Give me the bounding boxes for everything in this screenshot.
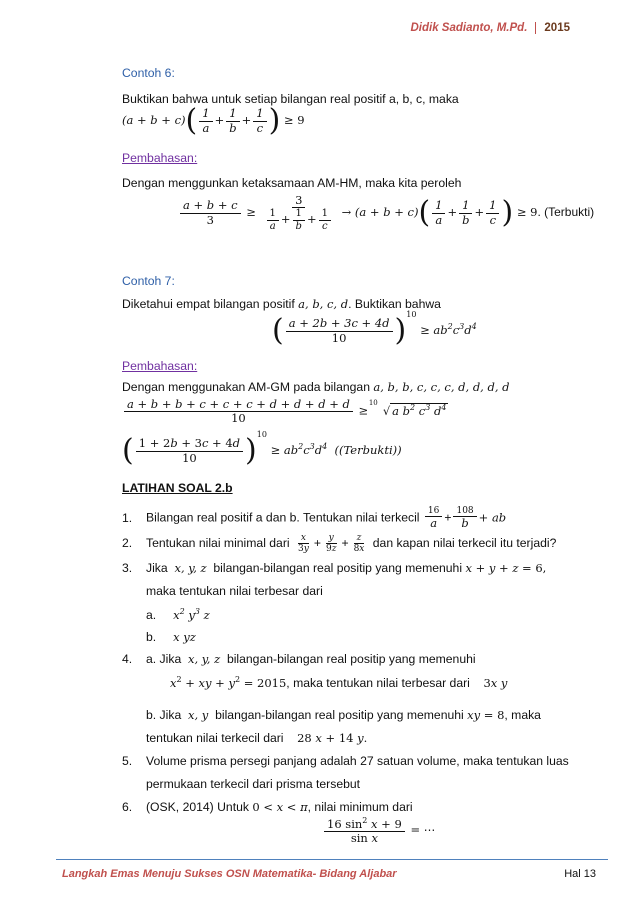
page-header [410, 22, 570, 34]
contoh7-terbukti: (Terbukti) [339, 443, 398, 457]
header-author: Didik Sadianto, M.Pd. [410, 22, 528, 34]
footer-title: Langkah Emas Menuju Sukses OSN Matematika- Bidang Aljabar [62, 868, 397, 880]
contoh6-terbukti: . (Terbukti) [537, 205, 595, 220]
footer-divider [56, 859, 608, 860]
latihan-item-3b: b. x yz [146, 630, 196, 644]
contoh6-statement: Buktikan bahwa untuk setiap bilangan real positif a, b, c, maka [122, 92, 459, 106]
latihan-item-5: 5. Volume prisma persegi panjang adalah 27 satuan volume, maka tentukan luas [122, 754, 569, 768]
header-year: 2015 [535, 22, 570, 34]
page-number: Hal 13 [564, 868, 596, 880]
latihan-item-3-cont: maka tentukan nilai terbesar dari [146, 584, 323, 598]
latihan-item-5-cont: permukaan terkecil dari prisma tersebut [146, 777, 361, 791]
contoh7-inequality: ( $\frac{a + 2b + 3c + 4d}{10}$ )$^{10} \ge ab^2c^3d^4$ [272, 310, 477, 348]
latihan-item-4b: b. Jika x, y bilangan-bilangan real positip yang memenuhi xy = 8, maka [146, 708, 541, 722]
contoh7-body: Dengan menggunakan AM-GM pada bilangan a, b, b, c, c, c, d, d, d, d [122, 380, 510, 394]
latihan-item-6-expr: $\frac{16 \sin^2 x + 9}{\text{sin x}}$ = ⋯ [322, 816, 435, 845]
contoh7-amgm: $\frac{a + b + b + c + c + c + d + d + d + d}{10}$ ≥ 10 √ a $b^2$ $c^3$ $d^4$ [122, 398, 448, 425]
contoh6-inequality: (a + b + c)( $\frac{1}{a}$ + $\frac{1}{b}$ + $\frac{1}{c}$ ) ≥ 9 [122, 103, 305, 138]
latihan-item-6: 6. (OSK, 2014) Untuk 0 < x < π, nilai minimum dari [122, 800, 413, 814]
contoh7-pembahasan: Pembahasan: [122, 359, 198, 373]
contoh6-body: Dengan menggunkan ketaksamaan AM-HM, maka kita peroleh [122, 176, 462, 190]
contoh6-title: Contoh 6: [122, 66, 175, 80]
latihan-item-4a-cont: $x^2$ + xy + $y^2 = 2015$, maka tentukan nilai terbesar dari 3x y [170, 675, 508, 690]
latihan-item-3a: a. $x^2$ $y^3$ z [146, 607, 210, 622]
latihan-item-4b-cont: tentukan nilai terkecil dari 28 x + 14 y. [146, 731, 368, 745]
latihan-item-3: 3. Jika x, y, z bilangan-bilangan real positip yang memenuhi x + y + z = 6, [122, 561, 547, 575]
latihan-item-4: 4. a. Jika x, y, z bilangan-bilangan real positip yang memenuhi [122, 652, 476, 666]
contoh7-result: ( $\frac{1 + 2b + 3c + 4d}{10}$ )$^{10} \ge ab^2c^3d^4$ ((Terbukti)) [122, 430, 402, 468]
contoh6-solution: $\frac{a + b + c}{3}$ ≥ 3 $\frac{1}{a}$ + $\frac{1}{b}$ + $\frac{1}{c}$ → (a + b + c)( $\frac{1}{a}$ + $\frac{1}{b}$ + $\frac{1}{c}$ ) ≥ 9. (Terbukti) [178, 194, 594, 232]
latihan-item-2: 2. Tentukan nilai minimal dari $\frac{x}{3y}$ + $\frac{y}{9z}$ + $\frac{z}{8x}$ dan kapan nilai terkecil itu terjadi? [122, 533, 557, 555]
contoh7-statement: Diketahui empat bilangan positif a, b, c, d. Buktikan bahwa [122, 297, 441, 311]
contoh6-pembahasan: Pembahasan: [122, 151, 198, 165]
contoh7-title: Contoh 7: [122, 274, 175, 288]
latihan-item-1: 1. Bilangan real positif a dan b. Tentukan nilai terkecil $\frac{16}{a}$ + $\frac{108}{b}$ + ab [122, 506, 507, 531]
latihan-title: LATIHAN SOAL 2.b [122, 481, 233, 495]
